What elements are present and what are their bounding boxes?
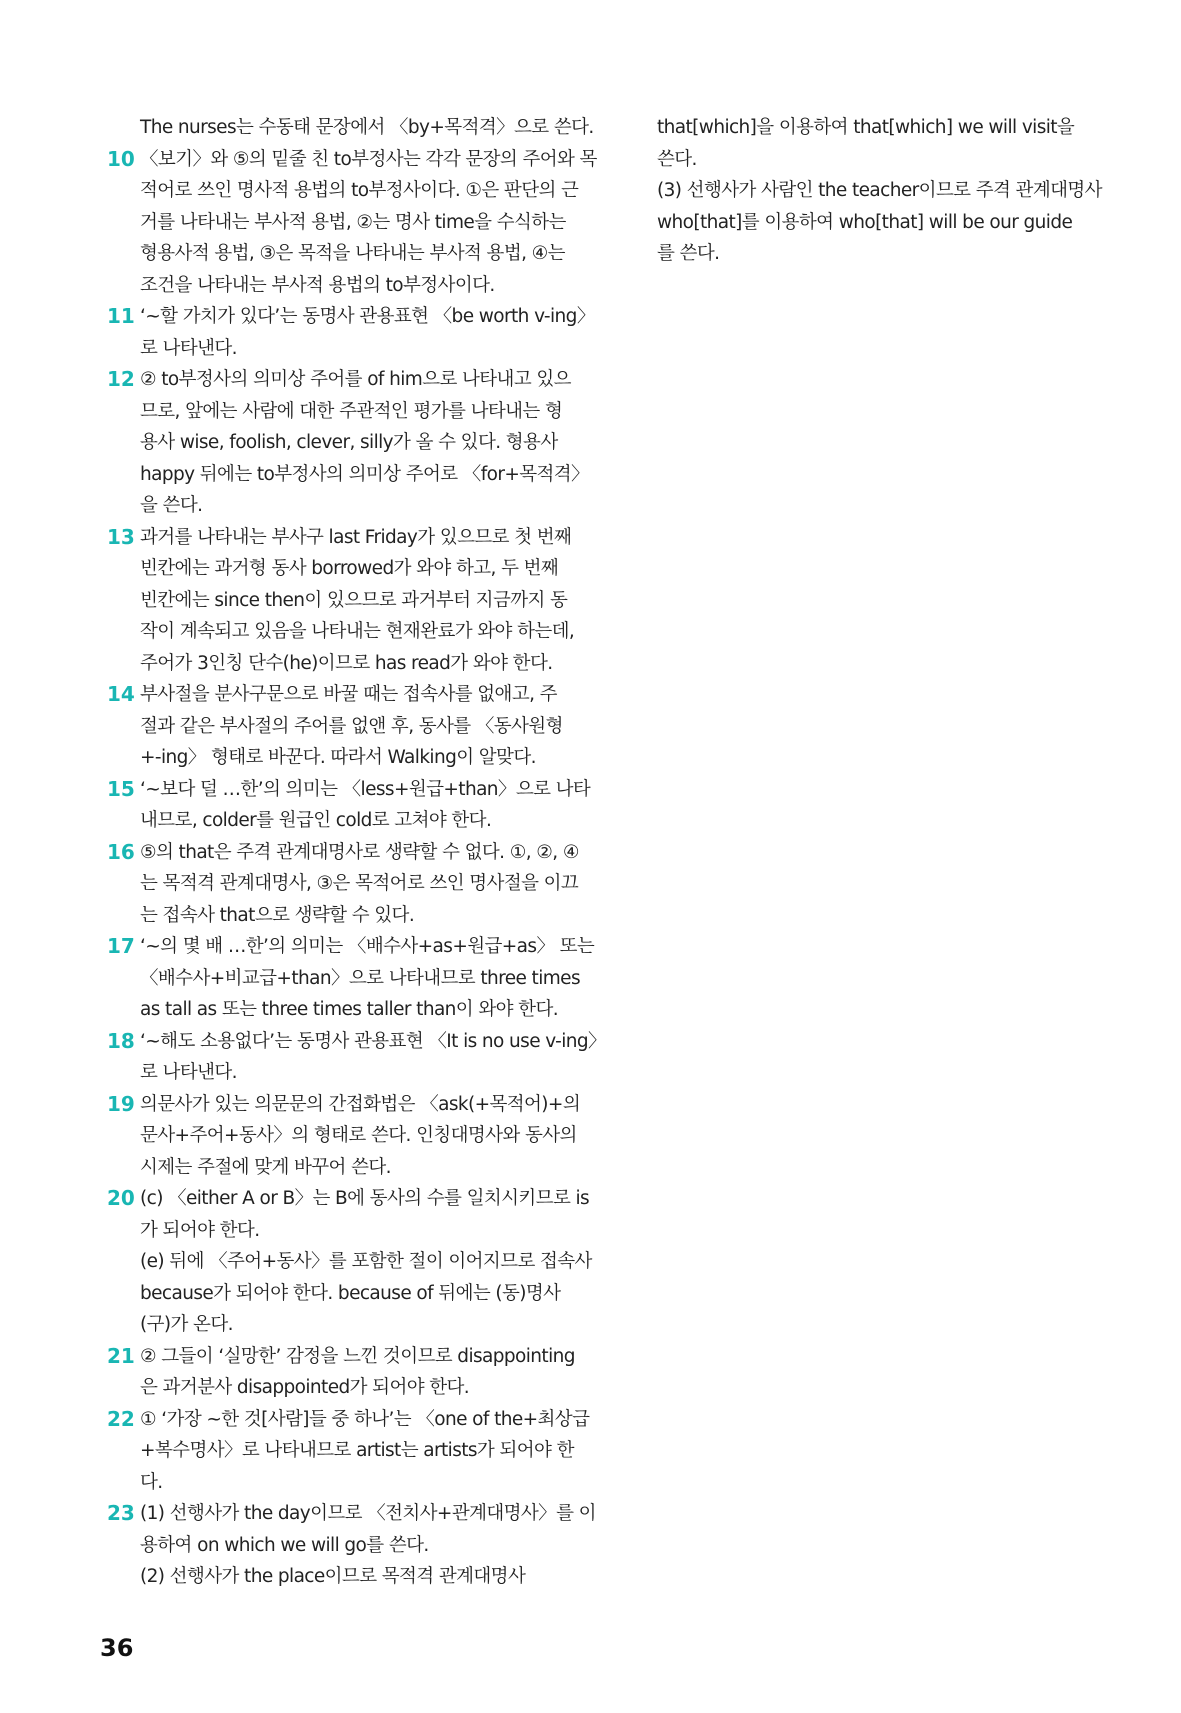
question-number: 11 — [107, 304, 135, 328]
explanation-text: 문사+주어+동사〉의 형태로 쓴다. 인칭대명사와 동사의 — [140, 1125, 577, 1146]
explanation-text: 다. — [140, 1471, 163, 1493]
answer-line — [107, 301, 595, 333]
explanation-text: 부사절을 분사구문으로 바꿀 때는 접속사를 없애고, 주 — [140, 684, 557, 705]
answer-line — [107, 112, 594, 144]
answer-line — [107, 805, 567, 837]
answer-line — [107, 270, 567, 302]
answer-line — [107, 679, 567, 711]
answer-line — [107, 868, 579, 900]
explanation-text: 므로, 앞에는 사람에 대한 주관적인 평가를 나타내는 형 — [140, 400, 563, 422]
explanation-text: (3) 선행사가 사람인 the teacher이므로 주격 관계대명사 — [657, 180, 1102, 201]
question-number: 20 — [107, 1186, 135, 1210]
answer-line — [107, 1341, 575, 1373]
answer-line — [107, 1530, 567, 1562]
explanation-text: 거를 나타내는 부사적 용법, ②는 명사 time을 수식하는 — [140, 211, 566, 233]
explanation-text: (c) 〈either A or B〉는 B에 동사의 수를 일치시키므로 is — [140, 1188, 590, 1209]
explanation-text: 적어로 쓰인 명사적 용법의 to부정사이다. ①은 판단의 근 — [140, 180, 579, 201]
answer-line — [657, 238, 1092, 270]
explanation-text: 은 과거분사 disappointed가 되어야 한다. — [140, 1377, 470, 1398]
answer-line — [107, 931, 595, 963]
explanation-text: The nurses는 수동태 문장에서 〈by+목적격〉으로 쓴다. — [140, 117, 594, 138]
answer-line — [107, 364, 571, 396]
explanation-text: 형용사적 용법, ③은 목적을 나타내는 부사적 용법, ④는 — [140, 243, 565, 264]
question-number: 19 — [107, 1091, 135, 1116]
answer-line — [107, 774, 591, 806]
answer-line — [107, 396, 567, 428]
explanation-text: 는 목적격 관계대명사, ③은 목적어로 쓰인 명사절을 이끄 — [140, 873, 579, 894]
explanation-text: 를 쓴다. — [657, 243, 720, 264]
answer-line — [107, 490, 567, 522]
explanation-text: (2) 선행사가 the place이므로 목적격 관계대명사 — [140, 1566, 526, 1587]
answer-line — [657, 207, 1092, 239]
question-number: 23 — [107, 1501, 135, 1525]
left-column — [107, 112, 606, 1593]
question-number: 16 — [107, 839, 135, 864]
question-number: 14 — [107, 682, 135, 706]
answer-line — [107, 1561, 567, 1593]
answer-line — [107, 144, 597, 176]
answer-line — [107, 333, 567, 365]
explanation-text: 을 쓴다. — [140, 495, 203, 516]
answer-line — [107, 1026, 606, 1058]
answer-line — [107, 711, 567, 743]
question-number: 17 — [107, 934, 135, 958]
answer-line — [107, 1435, 574, 1467]
explanation-text: because가 되어야 한다. because of 뒤에는 (동)명사 — [140, 1282, 561, 1304]
explanation-text: 〈보기〉와 ⑤의 밑줄 친 to부정사는 각각 문장의 주어와 목 — [140, 148, 597, 170]
answer-line — [107, 459, 589, 491]
answer-line — [107, 1215, 567, 1247]
explanation-text: 용하여 on which we will go를 쓴다. — [140, 1534, 429, 1556]
answer-line — [107, 1404, 590, 1436]
explanation-text: 〈배수사+비교급+than〉으로 나타내므로 three times — [140, 967, 580, 989]
explanation-text: 로 나타낸다. — [140, 337, 237, 359]
explanation-text: 로 나타낸다. — [140, 1062, 237, 1083]
question-number: 10 — [107, 146, 135, 171]
explanation-text: ‘~의 몇 배 …한’의 의미는 〈배수사+as+원급+as〉 또는 — [140, 936, 595, 957]
explanation-text: 내므로, colder를 원급인 cold로 고쳐야 한다. — [140, 810, 492, 831]
answer-line — [107, 1246, 592, 1278]
explanation-text: that[which]을 이용하여 that[which] we will visit을 — [657, 117, 1075, 138]
answer-line — [657, 112, 1092, 144]
question-number: 12 — [107, 367, 135, 391]
explanation-text: ⑤의 that은 주격 관계대명사로 생략할 수 없다. ①, ②, ④ — [140, 841, 579, 863]
answer-line — [107, 1089, 581, 1121]
explanation-text: 빈칸에는 과거형 동사 borrowed가 와야 하고, 두 번째 — [140, 558, 559, 579]
answer-line — [107, 837, 579, 869]
answer-line — [107, 648, 567, 680]
answer-line — [107, 238, 567, 270]
answer-line — [107, 175, 579, 207]
answer-line — [107, 207, 567, 239]
explanation-text: (구)가 온다. — [140, 1314, 233, 1335]
explanation-text: 빈칸에는 since then이 있으므로 과거부터 지금까지 동 — [140, 589, 568, 611]
question-number: 22 — [107, 1406, 135, 1431]
answer-line — [107, 585, 567, 617]
page-number: 36 — [100, 1634, 134, 1662]
answer-line — [107, 994, 567, 1026]
explanation-text: 작이 계속되고 있음을 나타내는 현재완료가 와야 하는데, — [140, 621, 575, 642]
answer-line — [107, 900, 567, 932]
answer-line — [657, 175, 1102, 207]
explanation-text: who[that]를 이용하여 who[that] will be our guide — [657, 211, 1073, 233]
explanation-text: 용사 wise, foolish, clever, silly가 올 수 있다. 형용사 — [140, 432, 558, 453]
answer-line — [107, 1183, 590, 1215]
right-column — [657, 112, 1102, 270]
explanation-text: 쓴다. — [657, 148, 697, 170]
answer-line — [107, 742, 567, 774]
explanation-text: (1) 선행사가 the day이므로 〈전치사+관계대명사〉를 이 — [140, 1503, 596, 1524]
answer-line — [107, 1498, 596, 1530]
answer-line — [107, 616, 575, 648]
question-number: 13 — [107, 524, 135, 549]
answer-line — [107, 1120, 577, 1152]
answer-line — [657, 144, 1092, 176]
explanation-text: +-ing〉 형태로 바꾼다. 따라서 Walking이 알맞다. — [140, 747, 536, 768]
explanation-text: 주어가 3인칭 단수(he)이므로 has read가 와야 한다. — [140, 652, 553, 674]
answer-line — [107, 1372, 567, 1404]
answer-line — [107, 1309, 567, 1341]
explanation-text: ① ‘가장 ~한 것[사람]들 중 하나’는 〈one of the+최상급 — [140, 1408, 590, 1430]
explanation-text: 절과 같은 부사절의 주어를 없앤 후, 동사를 〈동사원형 — [140, 715, 563, 737]
explanation-text: 의문사가 있는 의문문의 간접화법은 〈ask(+목적어)+의 — [140, 1093, 581, 1115]
answer-line — [107, 963, 580, 995]
explanation-text: ‘~할 가치가 있다’는 동명사 관용표현 〈be worth v-ing〉 — [140, 306, 595, 327]
explanation-text: 가 되어야 한다. — [140, 1219, 260, 1241]
question-number: 18 — [107, 1028, 135, 1053]
answer-line — [107, 553, 567, 585]
answer-line — [107, 1152, 567, 1184]
explanation-text: 시제는 주절에 맞게 바꾸어 쓴다. — [140, 1156, 391, 1178]
question-number: 15 — [107, 776, 135, 801]
question-number: 21 — [107, 1343, 135, 1368]
explanation-text: +복수명사〉로 나타내므로 artist는 artists가 되어야 한 — [140, 1440, 574, 1461]
answer-line — [107, 1467, 567, 1499]
explanation-text: (e) 뒤에 〈주어+동사〉를 포함한 절이 이어지므로 접속사 — [140, 1251, 592, 1272]
answer-line — [107, 427, 567, 459]
explanation-text: happy 뒤에는 to부정사의 의미상 주어로 〈for+목적격〉 — [140, 463, 589, 485]
answer-line — [107, 1278, 567, 1310]
explanation-text: 과거를 나타내는 부사구 last Friday가 있으므로 첫 번째 — [140, 526, 572, 548]
answer-line — [107, 522, 572, 554]
explanation-text: 는 접속사 that으로 생략할 수 있다. — [140, 904, 415, 926]
explanation-text: ② to부정사의 의미상 주어를 of him으로 나타내고 있으 — [140, 369, 571, 390]
explanation-text: 조건을 나타내는 부사적 용법의 to부정사이다. — [140, 274, 495, 296]
explanation-text: ‘~해도 소용없다’는 동명사 관용표현 〈It is no use v-ing〉 — [140, 1030, 606, 1052]
explanation-text: as tall as 또는 three times taller than이 와야 한다. — [140, 999, 558, 1020]
answer-line — [107, 1057, 567, 1089]
explanation-text: ‘~보다 덜 …한’의 의미는 〈less+원급+than〉으로 나타 — [140, 778, 591, 800]
explanation-text: ② 그들이 ‘실망한’ 감정을 느낀 것이므로 disappointing — [140, 1345, 575, 1367]
